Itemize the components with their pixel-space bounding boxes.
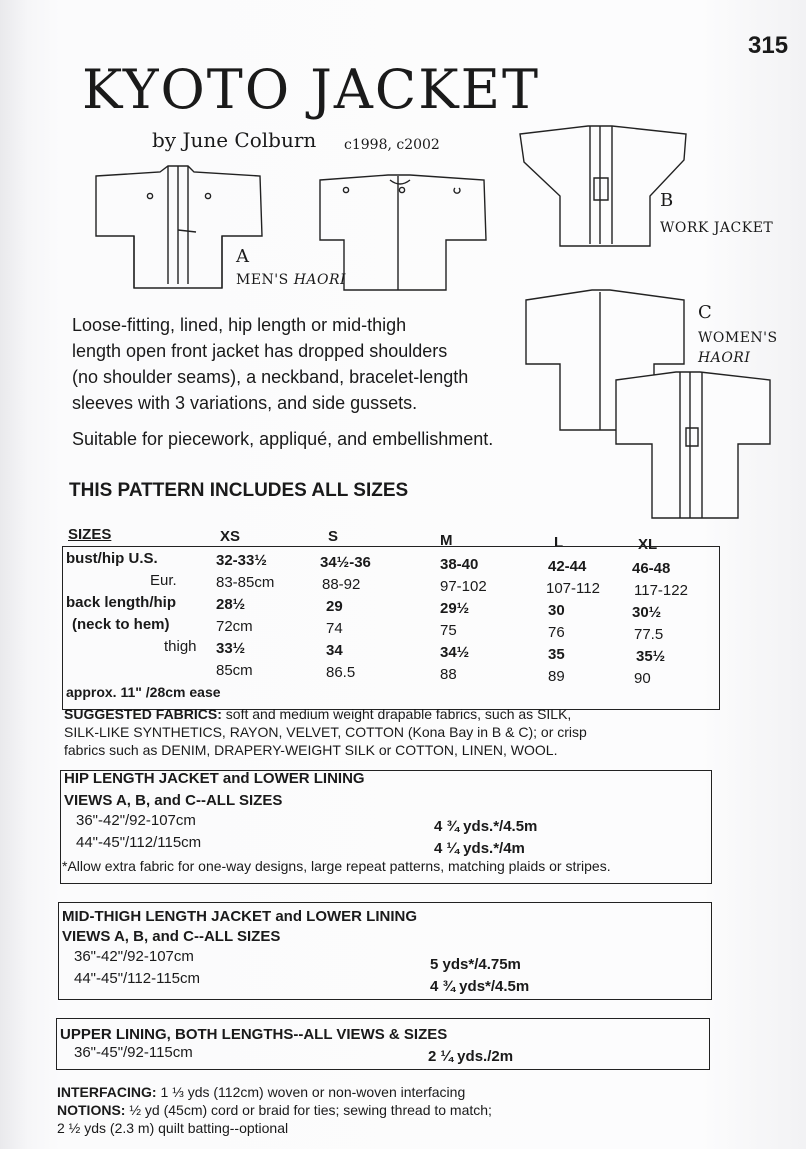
notions-label: NOTIONS:: [57, 1102, 126, 1118]
hip-box-views: VIEWS A, B, and C--ALL SIZES: [64, 792, 283, 809]
thigh-cm-xs: 85cm: [216, 662, 253, 679]
back-cm-s: 74: [326, 620, 343, 637]
bust-eur-xs: 83-85cm: [216, 574, 275, 591]
interfacing-text: 1 ⅓ yds (112cm) woven or non-woven interfacing: [160, 1084, 466, 1100]
size-table: [62, 524, 722, 704]
thigh-row2-yards: 4 ¾ yds*/4.5m: [430, 978, 530, 995]
fabrics-text: SILK-LIKE SYNTHETICS, RAYON, VELVET, COTTON (Kona Bay in B & C); or crisp: [64, 724, 587, 740]
hip-row2-size: 44"-45"/112/115cm: [76, 834, 202, 851]
upper-row-size: 36"-45"/92-115cm: [74, 1044, 193, 1061]
page-title: KYOTO JACKET: [82, 58, 541, 121]
thigh-in-xl: 35½: [636, 648, 666, 665]
fabrics-text: fabrics such as DENIM, DRAPERY-WEIGHT SILK or COTTON, LINEN, WOOL.: [64, 742, 558, 758]
thigh-cm-l: 89: [548, 668, 565, 685]
byline: by June Colburn: [152, 128, 317, 152]
size-col-xs: XS: [220, 528, 241, 545]
bust-eur-m: 97-102: [440, 578, 487, 595]
description-line: (no shoulder seams), a neckband, bracelet-length: [72, 367, 469, 387]
size-col-xl: XL: [638, 536, 658, 553]
view-c-label: WOMEN'S: [698, 330, 778, 346]
size-col-l: L: [554, 534, 564, 551]
thigh-in-l: 35: [548, 646, 565, 663]
batting-text: 2 ½ yds (2.3 m) quilt batting--optional: [57, 1120, 289, 1136]
back-cm-l: 76: [548, 624, 565, 641]
bust-eur-s: 88-92: [322, 576, 361, 593]
bust-us-l: 42-44: [548, 558, 587, 575]
view-b-label: WORK JACKET: [660, 220, 774, 236]
back-in-l: 30: [548, 602, 565, 619]
suitable-text: Suitable for piecework, appliqué, and embellishment.: [72, 429, 494, 449]
bust-us-xs: 32-33½: [216, 552, 267, 569]
back-length-label: back length/hip: [66, 594, 177, 611]
bust-us-m: 38-40: [440, 556, 479, 573]
interfacing-label: INTERFACING:: [57, 1084, 157, 1100]
includes-heading: THIS PATTERN INCLUDES ALL SIZES: [69, 480, 409, 501]
thigh-in-m: 34½: [440, 644, 470, 661]
back-cm-m: 75: [440, 622, 457, 639]
hip-row1-size: 36"-42"/92-107cm: [76, 812, 196, 829]
size-col-m: M: [440, 532, 453, 549]
thigh-cm-s: 86.5: [326, 664, 356, 681]
back-in-xl: 30½: [632, 604, 662, 621]
suggested-fabrics: [64, 705, 714, 759]
thigh-in-s: 34: [326, 642, 343, 659]
thigh-row2-size: 44"-45"/112-115cm: [74, 970, 200, 987]
bust-us-xl: 46-48: [632, 560, 671, 577]
size-header-label: SIZES: [68, 526, 112, 543]
copyright: c1998, c2002: [344, 137, 440, 153]
back-in-xs: 28½: [216, 596, 246, 613]
eur-label: Eur.: [150, 572, 177, 589]
ease-note: approx. 11" /28cm ease: [66, 684, 221, 700]
view-c-letter: C: [698, 302, 712, 323]
thigh-label: thigh: [164, 638, 197, 655]
back-cm-xl: 77.5: [634, 626, 664, 643]
thigh-cm-xl: 90: [634, 670, 651, 687]
back-in-s: 29: [326, 598, 343, 615]
bust-us-s: 34½-36: [320, 554, 371, 571]
view-a-label: [236, 272, 346, 288]
size-col-s: S: [328, 528, 339, 545]
view-a-label-italic: HAORI: [293, 272, 347, 288]
description-line: sleeves with 3 variations, and side gussets.: [72, 393, 418, 413]
description-line: Loose-fitting, lined, hip length or mid-thigh: [72, 315, 407, 335]
view-a-label-text: MEN'S: [236, 272, 289, 288]
thigh-cm-m: 88: [440, 666, 457, 683]
bust-eur-xl: 117-122: [634, 582, 688, 599]
one-way-note: *Allow extra fabric for one-way designs, large repeat patterns, matching plaids or stripes.: [62, 858, 611, 874]
hip-row1-yards: 4 ¾ yds.*/4.5m: [434, 818, 538, 835]
pattern-number: 315: [748, 32, 789, 59]
thigh-row1-size: 36"-42"/92-107cm: [74, 948, 194, 965]
bust-eur-l: 107-112: [546, 580, 600, 597]
thigh-box-views: VIEWS A, B, and C--ALL SIZES: [62, 928, 281, 945]
interfacing-notions: [57, 1083, 492, 1137]
back-cm-xs: 72cm: [216, 618, 253, 635]
upper-row-yards: 2 ¼ yds./2m: [428, 1048, 514, 1065]
hip-box-title: HIP LENGTH JACKET and LOWER LINING: [64, 770, 365, 787]
back-in-m: 29½: [440, 600, 470, 617]
description-line: length open front jacket has dropped shoulders: [72, 341, 448, 361]
upper-box-title: UPPER LINING, BOTH LENGTHS--ALL VIEWS & SIZES: [60, 1026, 448, 1043]
thigh-in-xs: 33½: [216, 640, 246, 657]
bust-label: bust/hip U.S.: [66, 550, 158, 567]
view-c-label-italic: HAORI: [698, 350, 751, 366]
hip-row2-yards: 4 ¼ yds.*/4m: [434, 840, 525, 857]
notions-text: ½ yd (45cm) cord or braid for ties; sewing thread to match;: [129, 1102, 492, 1118]
thigh-row1-yards: 5 yds*/4.75m: [430, 956, 521, 973]
view-a-letter: A: [236, 246, 249, 267]
neck-to-hem-label: (neck to hem): [72, 616, 170, 633]
description: [72, 312, 552, 416]
fabrics-text: soft and medium weight drapable fabrics, such as SILK,: [225, 706, 572, 722]
thigh-box-title: MID-THIGH LENGTH JACKET and LOWER LINING: [62, 908, 417, 925]
view-a-front-drawing: [96, 166, 262, 288]
fabrics-label: SUGGESTED FABRICS:: [64, 706, 222, 722]
view-b-letter: B: [660, 190, 674, 211]
view-c-front-drawing: [616, 372, 770, 518]
